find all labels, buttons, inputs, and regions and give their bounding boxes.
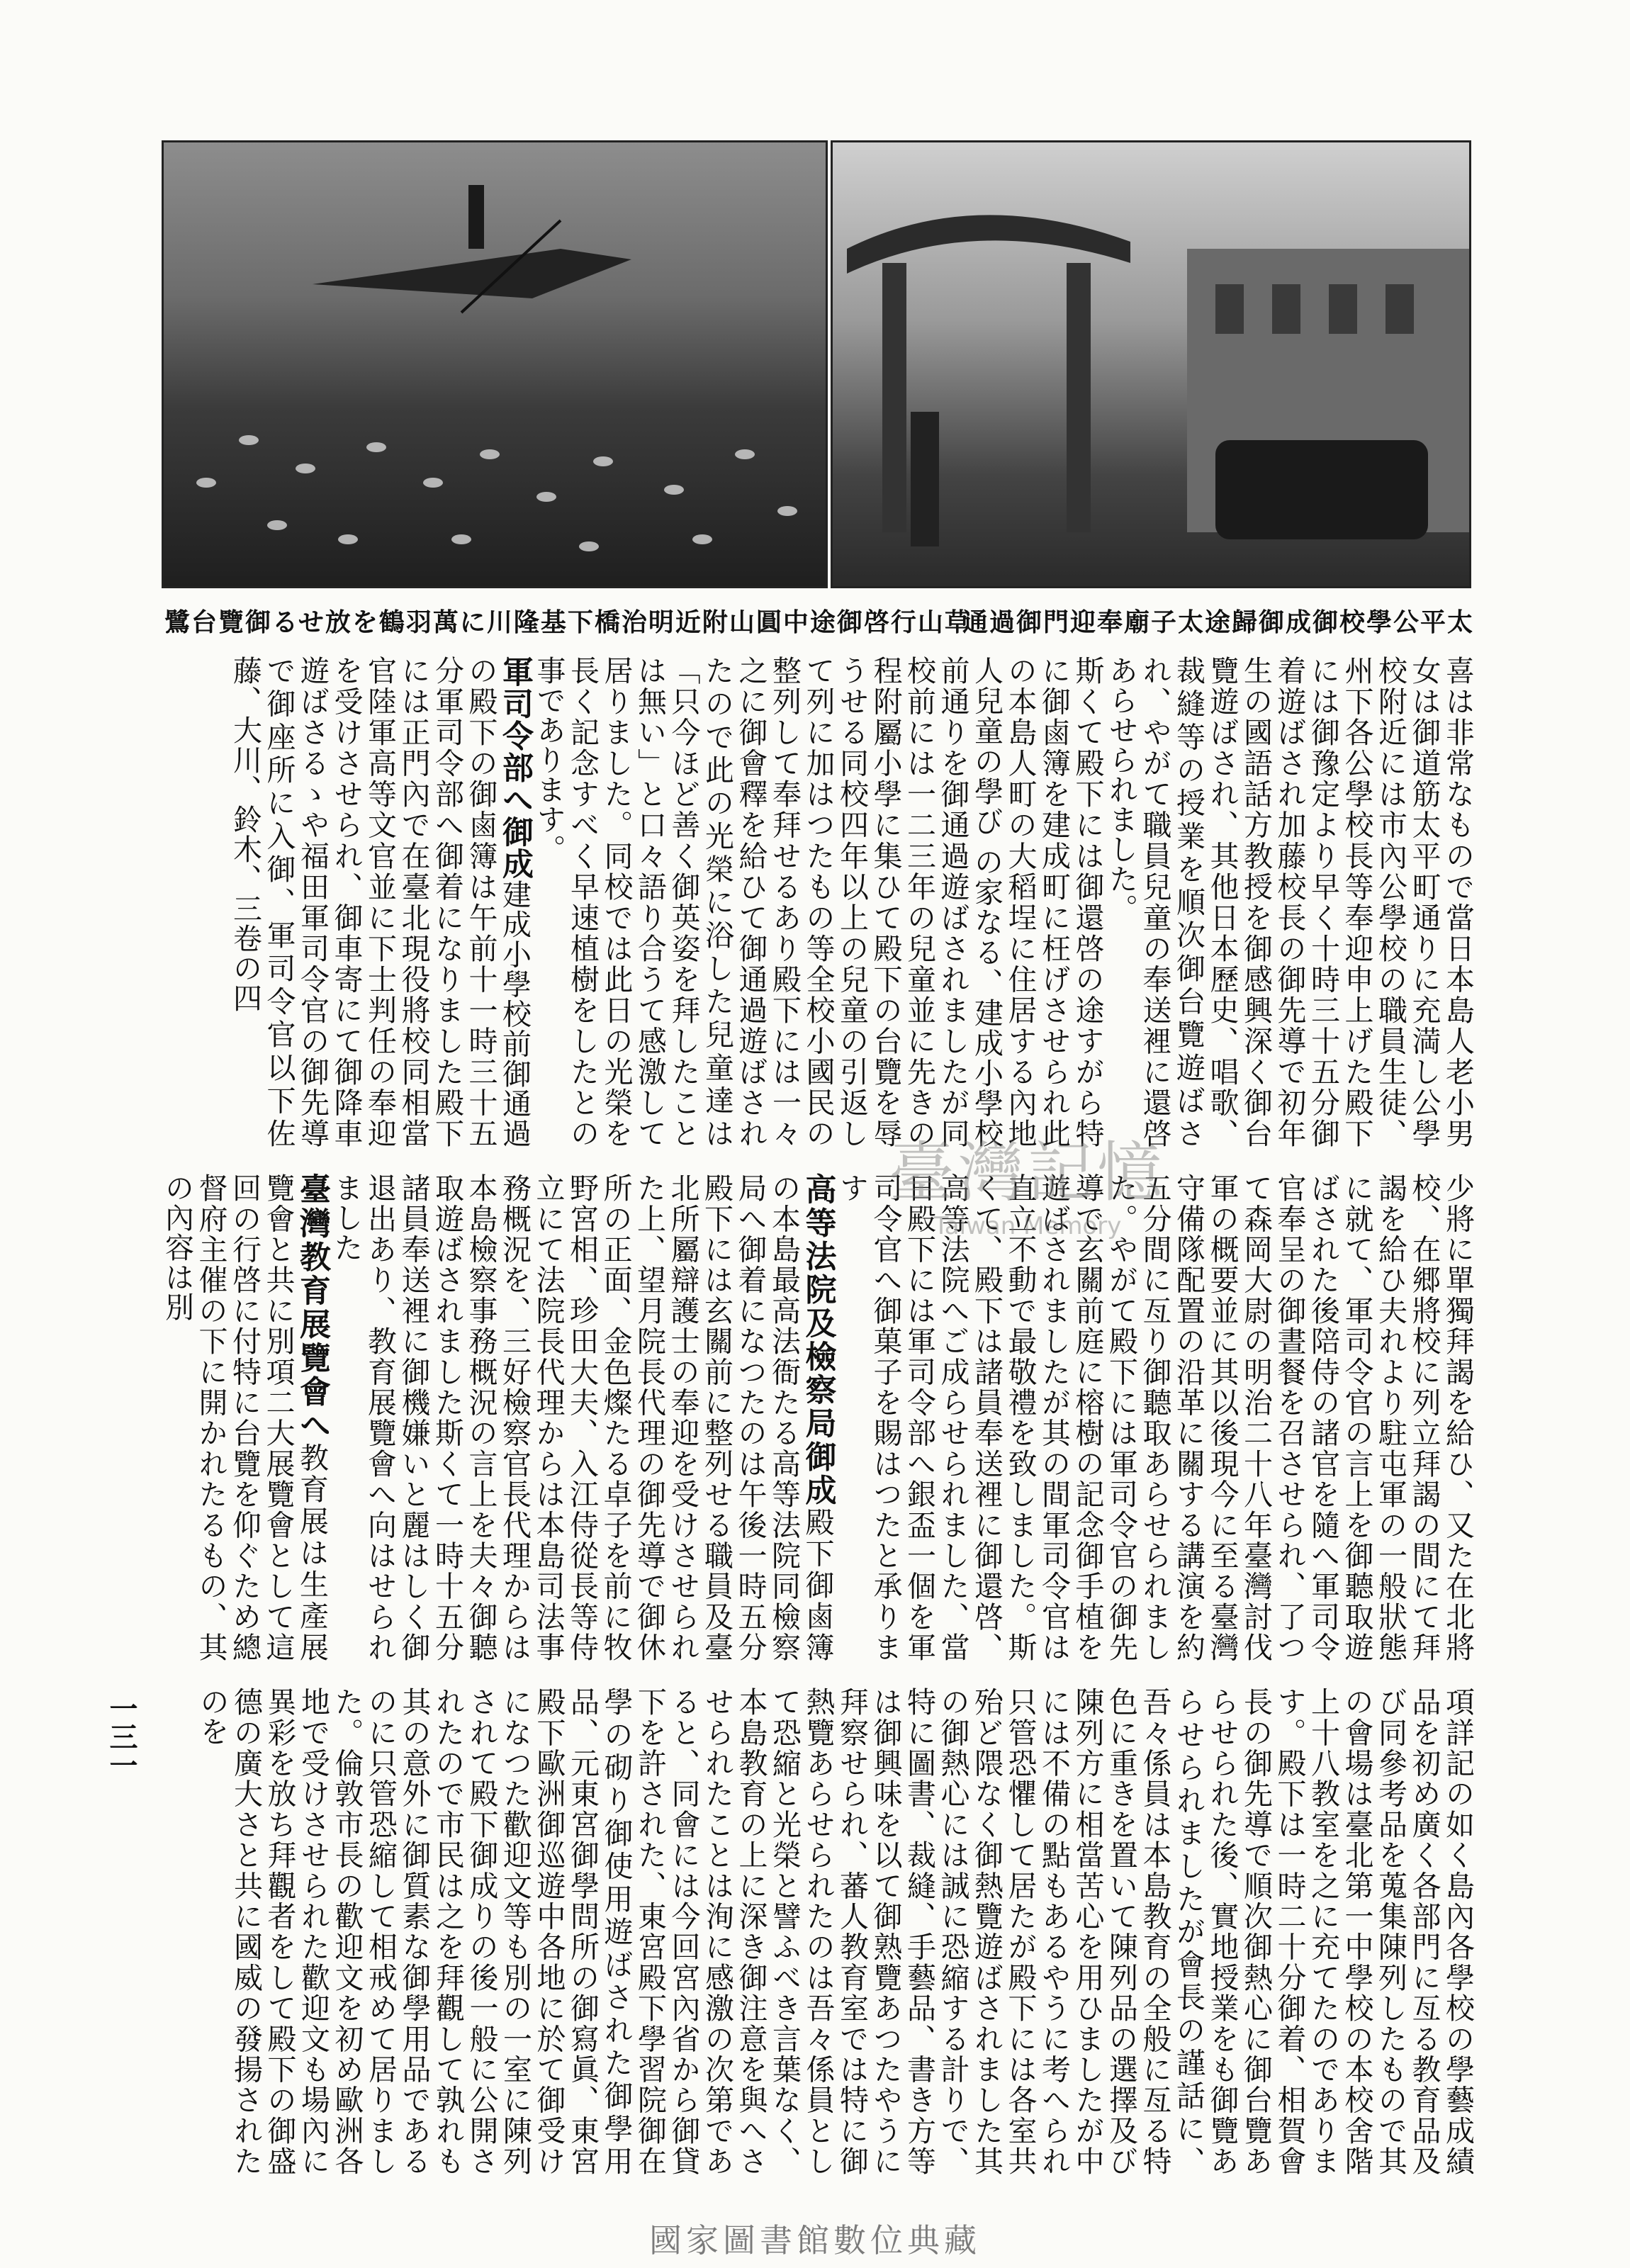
photo-caption-left: 鷺台覽御るせ放を鶴羽萬に川隆基下橋治明近附山圓中途御啓行山草 — [164, 607, 972, 637]
footer-archive-credit: 國家圖書館數位典藏 — [649, 2221, 981, 2259]
section-heading: 軍司令部へ御成 — [497, 656, 533, 880]
paragraph-text: 少將に單獨拜謁を給ひ、又た在北將校、在郷將校に列立拜謁の間にて拜謁を給ひ夫れより駐屯軍の一般狀態に就て、軍司令官の言上を御聽取遊ばされた後陪侍の諸官を隨へ軍司令官奉呈の御晝餐を召させられ、了つて森岡大尉の明治二十八年臺灣討伐軍の概要並に其以後現今に至る臺灣守備隊配置の沿革に關する講演を約五分間に亙り御聽取あらせられました。やがて殿下には軍司令官の御先導で玄關前庭に榕樹の記念御手植を遊ばされましたが其の間軍司令官は直立不動で最敬禮を致しました。斯くて、殿下は諸員奉送裡に御還啓、高等法院へご成らせられました、當日殿下には軍司令部へ銀盃一個を軍司令官へ御菓子を賜はつたと承ります — [835, 1173, 1475, 1663]
watermark-logo — [815, 1134, 1240, 1254]
photo-temple-gate-street — [831, 140, 1471, 588]
paragraph — [1104, 656, 1475, 1148]
photo-trip-flock-of-ducks — [162, 140, 828, 588]
watermark-text-zh: 臺灣記憶 — [888, 1135, 1167, 1211]
paragraph — [195, 1687, 1474, 2176]
paragraph — [532, 656, 1104, 1148]
paragraph-text: 斯くて殿下には御還啓の途すがら特に御鹵簿を建成町に枉げさせられ此の本島人町の大稻埕に住居する內地人兒童の學び の家なる、建成小學校前通りを御通過遊ばされましたが同校前には一二三年の兒童並に先きの程附屬小學に集ひて殿下の台覽を辱うせる同校四年以上の兒童の引返して列に加はつたもの等全校小國民の整列して奉拜せるあり殿下には一々之に御會釋を給ひて御通過遊ばされたので此の光榮に浴した兒童達は「只今ほど善く御英姿を拜したことは無い」と口々語り合うて感激して居りました。同校では此日の光榮を長く記念すべく早速植樹をしたとの事であります。 — [532, 656, 1105, 1148]
text-block-top — [159, 656, 1474, 1148]
paragraph-text: 項詳記の如く島內各學校の學藝成績品を初め廣く各部門に亙る教育品及び同參考品を蒐集陳列したもので其の會場は臺北第一中學校の本校舍階上十八教室を之に充てたのであります。殿下は一時二十分御着、相賀會長の御先導で順次御熱心に御台覽あらせられた後、實地授業をも御覽あらせられましたが會長の謹話に、吾々係員は本島教育の全般に亙る特色に重きを置いて陳列品の選擇及び陳列方に相當苦心を用ひましたが中には不備の點もあるやうに考へられ只管恐懼して居たが殿下には各室共殆ど隈なく御熱覽遊ばされました其の御熱心には誠に恐縮する計りで、特に圖書、裁縫、手藝品、書き方等は御興味を以て御熟覽あつたやうに拜察せられ、蕃人教育室では特に御熱覽あらせられたのは吾々係員として恐縮と光榮と譬ふべき言葉なく、本島教育の上に深き御注意を與へさせられたことは洵に感激の次第であると、同會には今回宮內省から御貸下を許された、東宮殿下學習院御在學の砌り御使用遊ばされた御學用品、元東宮御學問所の御寫眞、東宮殿下歐洲御巡遊中各地に於て御受けになつた歡迎文等も別の一室に陳列されて殿下御成りの後一般に公開されたので市民は之を拜觀して孰れも其の意外に御質素な御學用品であるのに只管恐縮して相戒めて居りました。倫敦市長の歡迎文を初め歐洲各地で受けさせられた歡迎文も場內に異彩を放ち拜觀者をして殿下の御盛德の廣大さと共に國威の發揚されたのを — [195, 1687, 1475, 2177]
paragraph-text: 建成小學校前御通過の殿下の御鹵簿は午前十一時三十五分軍司令部へ御着になりました殿下には正門內で在臺北現役將校同相當官陸軍高等文官並に下士判任の奉迎を受けさせられ、御車寄にて御降車遊ばさるゝや福田軍司令官の御先導で御座所に入御、軍司令官以下佐藤、大川、鈴木、三卷の四 — [228, 656, 532, 1149]
paragraph-text: 喜は非常なもので當日本島人老小男女は御道筋太平町通りに充満し公學校附近には市內公學校の職員生徒、州下各公學校長等奉迎申上げた殿下には御豫定より早く十時三十五分御着遊ばされ加藤校長の御先導で初年生の國語話方教授を御感興深く御台覽遊ばされ、其他日本歷史、唱歌、裁縫等の授業を順次御台覽遊ばされ、やがて職員兒童の奉送裡に還啓あらせられました。 — [1104, 656, 1475, 1148]
text-block-bottom — [159, 1687, 1474, 2176]
page-number: 一三一 — [105, 1694, 138, 1779]
paragraph-text: 殿下御鹵簿の本島最高法衙たる高等法院同檢察局へ御着になつたのは午後一時五分殿下には玄關前に整列せる職員及臺北所屬辯護士の奉迎を受けさせられた上、望月院長代理の御先導で御休所の正面、金色燦たる卓子を前に牧野宮相、珍田大夫、入江侍從長等侍立にて法院長代理からは本島司法事務概況を、三好檢察官長代理からは本島檢察事務概況の言上を夫々御聽取遊ばされました斯くて一時十五分諸員奉送裡に御機嫌いと麗はしく御退出あり、教育展覽會へ向はせられました — [329, 1173, 835, 1663]
watermark-text-en: Taiwan Memory — [933, 1212, 1122, 1240]
section-heading: 臺灣教育展覽會へ — [294, 1173, 330, 1443]
paragraph-text: 教育展は生產展覽會と共に別項二大展覽會として這回の行啓に付特に台覽を仰ぐため總督府主催の下に開かれたるもの、其の內容は別 — [160, 1173, 329, 1663]
boat-and-ducks-photo — [164, 142, 826, 586]
section-heading: 高等法院及檢察局御成 — [799, 1173, 836, 1508]
gate-and-street-photo — [833, 142, 1469, 586]
photo-caption-right: 通過御門迎奉廟子太途歸御成御校學公平太 — [962, 607, 1474, 637]
